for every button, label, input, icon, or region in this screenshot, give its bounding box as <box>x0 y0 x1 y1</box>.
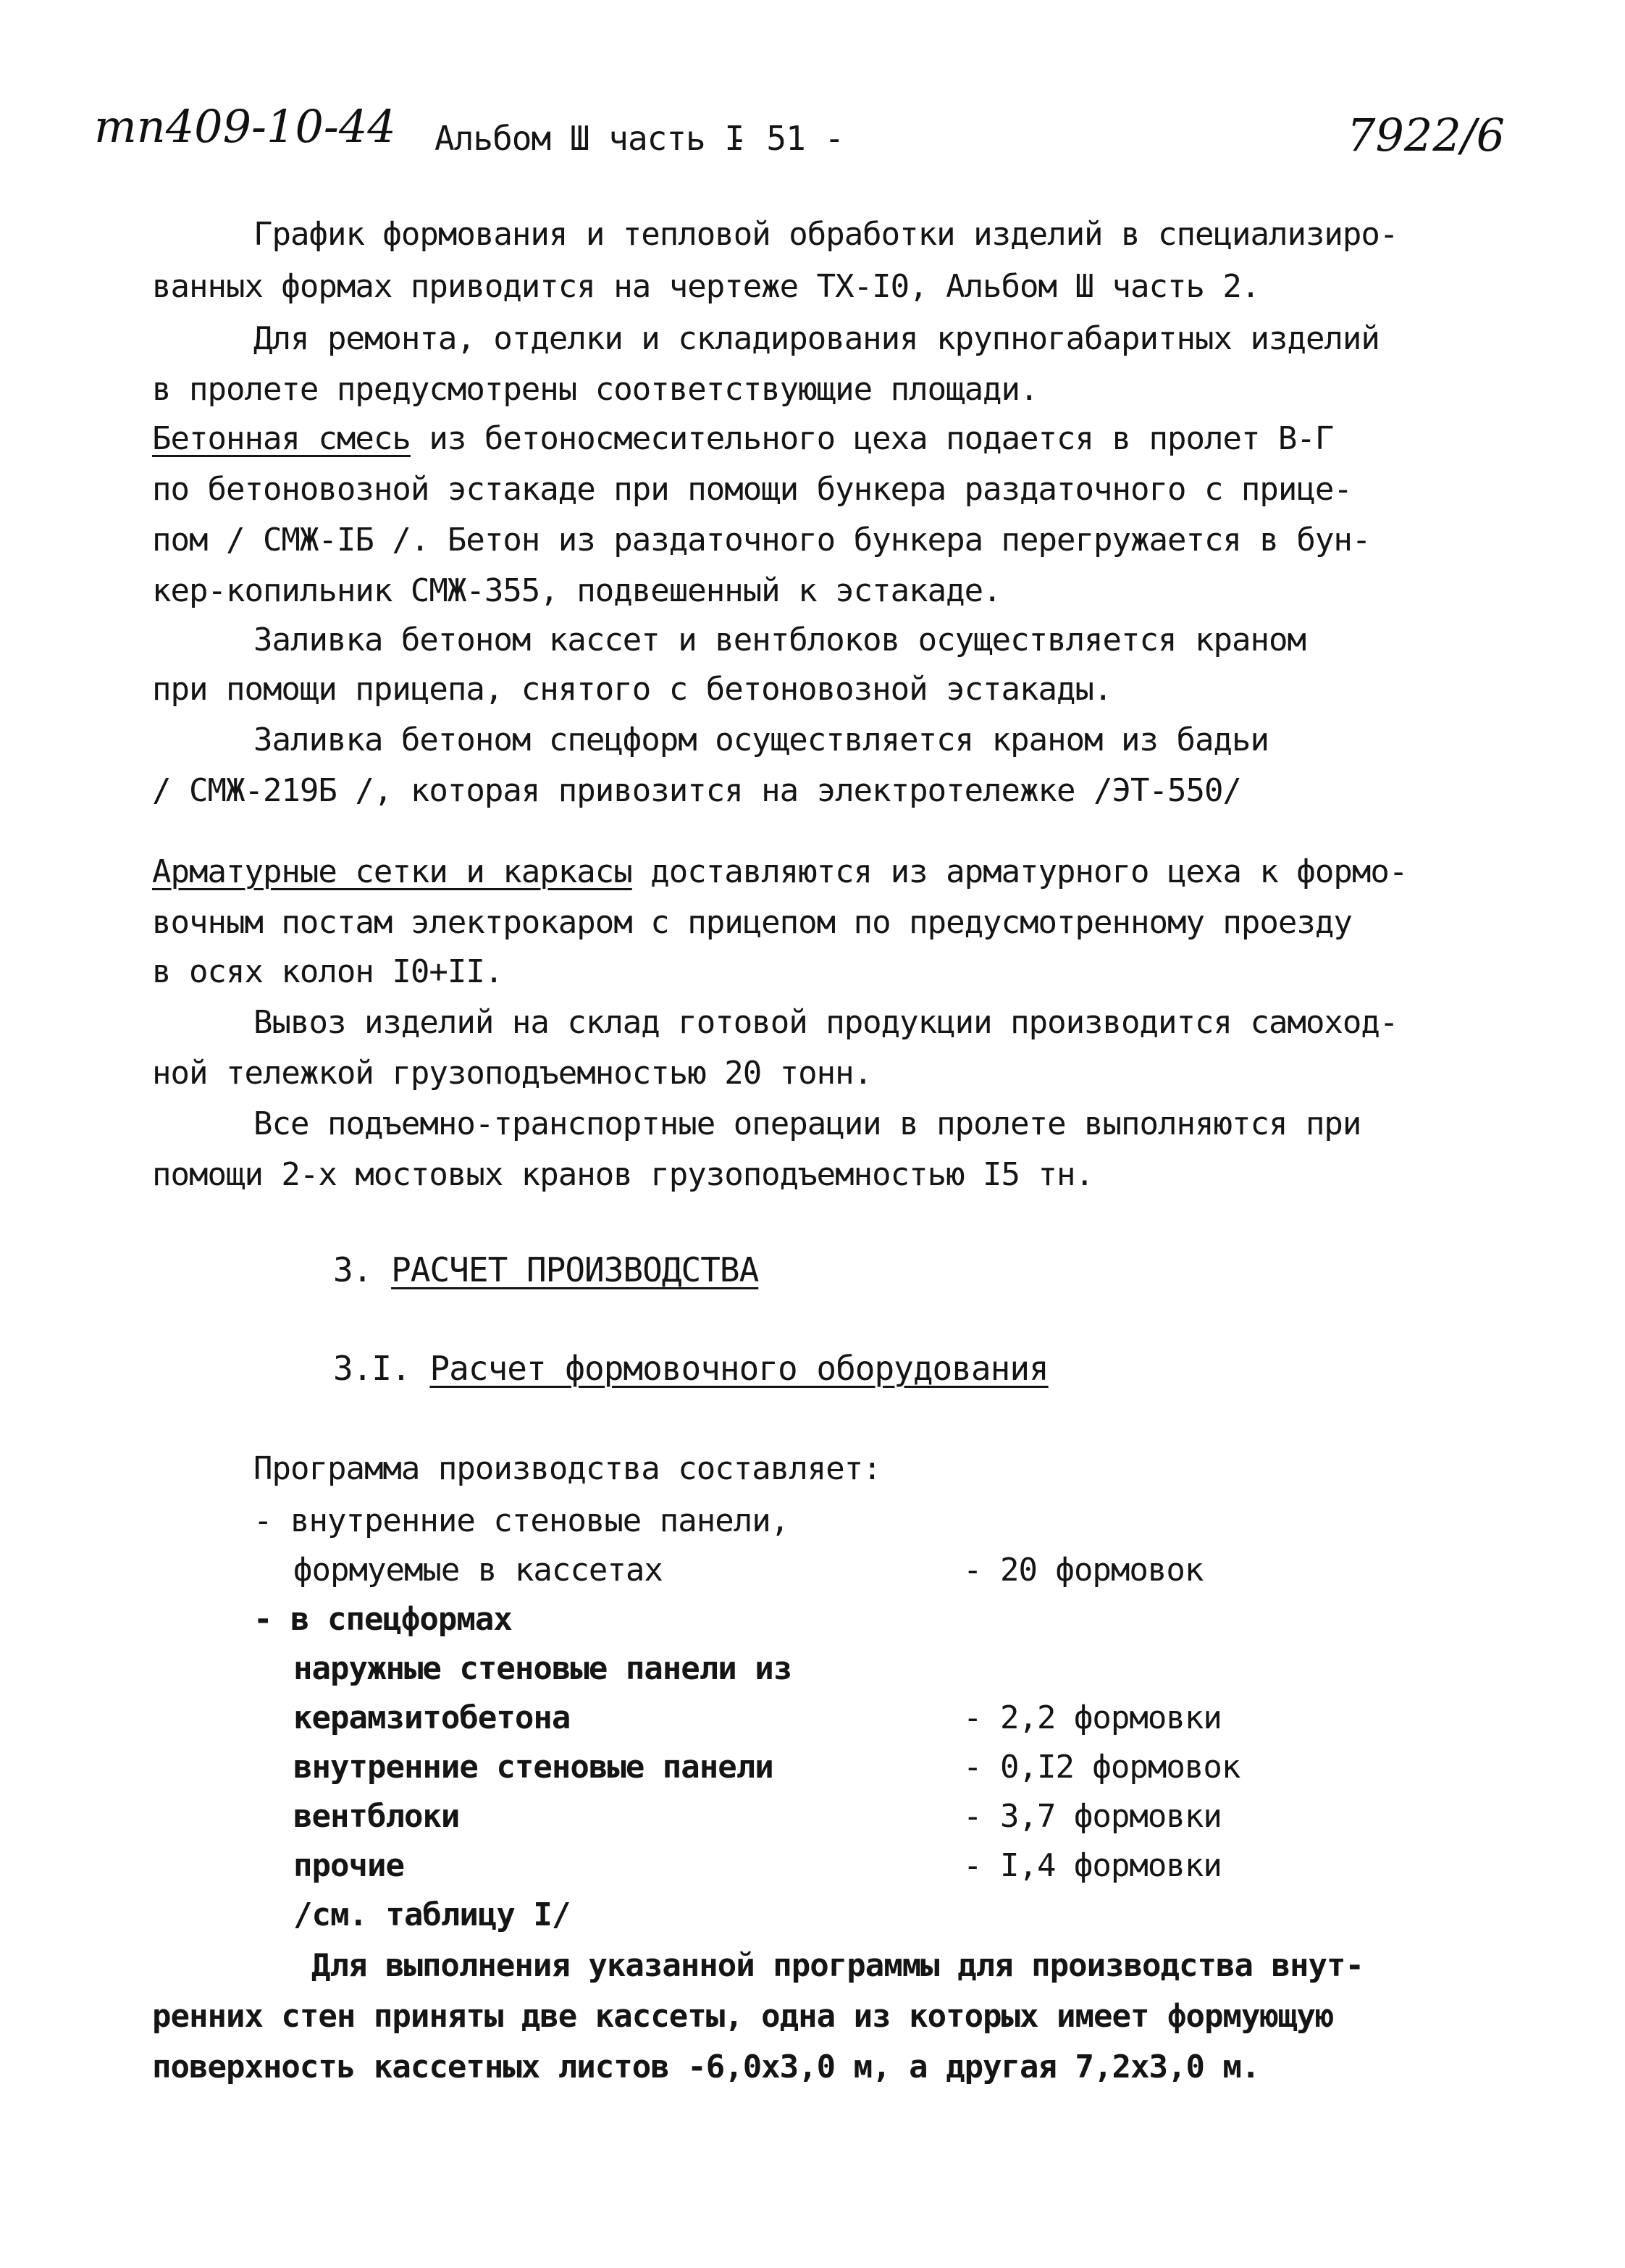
final-line: поверхность кассетных листов -6,0x3,0 м, а другая 7,2x3,0 м. <box>152 2049 1260 2085</box>
program-label: вентблоки <box>293 1798 460 1835</box>
doc-code: тп409-10-44 <box>94 100 396 153</box>
section-number: 3. <box>333 1250 372 1289</box>
body-line: в осях колон I0+II. <box>152 953 503 990</box>
body-line: График формования и тепловой обработки изделий в специализиро- <box>253 216 1398 253</box>
subsection-number: 3.I. <box>333 1349 411 1388</box>
program-label: внутренние стеновые панели <box>293 1749 773 1786</box>
body-line: Для ремонта, отделки и складирования крупногабаритных изделий <box>253 320 1380 357</box>
program-value: - 3,7 формовки <box>963 1798 1222 1835</box>
album-reference: Альбом Ш часть I <box>434 119 744 158</box>
body-line: Заливка бетоном кассет и вентблоков осуществляется краном <box>253 622 1306 658</box>
body-line: Все подъемно-транспортные операции в пролете выполняются при <box>253 1105 1361 1142</box>
body-line: / СМЖ-219Б /, которая привозится на электротележке /ЭТ-550/ <box>152 772 1241 809</box>
program-intro: Программа производства составляет: <box>253 1450 881 1487</box>
underlined-term: Бетонная смесь <box>152 420 411 457</box>
body-line: помощи 2-х мостовых кранов грузоподъемностью I5 тн. <box>152 1156 1094 1193</box>
final-line: ренних стен приняты две кассеты, одна из которых имеет формующую <box>152 1998 1334 2035</box>
program-label: /см. таблицу I/ <box>293 1896 571 1933</box>
body-line: пом / СМЖ-IБ /. Бетон из раздаточного бункера перегружается в бун- <box>152 522 1371 558</box>
body-line: вочным постам электрокаром с прицепом по предусмотренному проезду <box>152 904 1352 941</box>
body-line: кер-копильник СМЖ-355, подвешенный к эстакаде. <box>152 572 1002 609</box>
underlined-term: Арматурные сетки и каркасы <box>152 853 632 890</box>
program-value: - 2,2 формовки <box>963 1699 1222 1736</box>
section-title: РАСЧЕТ ПРОИЗВОДСТВА <box>391 1250 759 1289</box>
subsection-title: Расчет формовочного оборудования <box>429 1349 1049 1388</box>
body-line: ванных формах приводится на чертеже ТХ-I0, Альбом Ш часть 2. <box>152 268 1260 305</box>
program-value: - 0,I2 формовок <box>963 1749 1240 1786</box>
body-line: при помощи прицепа, снятого с бетоновозной эстакады. <box>152 671 1112 708</box>
program-label: керамзитобетона <box>293 1699 571 1736</box>
body-line: Заливка бетоном спецформ осуществляется краном из бадьи <box>253 721 1269 758</box>
program-label: формуемые в кассетах <box>293 1552 663 1589</box>
concrete-line <box>152 420 1334 457</box>
rebar-line <box>152 853 1408 890</box>
subsection-heading <box>333 1349 1049 1388</box>
body-line: Вывоз изделий на склад готовой продукции производится самоход- <box>253 1004 1398 1041</box>
section-heading <box>333 1250 759 1289</box>
final-line: Для выполнения указанной программы для производства внут- <box>311 1947 1364 1984</box>
body-line-rest: доставляются из арматурного цеха к формо- <box>650 853 1408 890</box>
body-line: по бетоновозной эстакаде при помощи бункера раздаточного с прице- <box>152 471 1352 508</box>
program-value: - 20 формовок <box>963 1552 1204 1589</box>
program-label: прочие <box>293 1847 404 1884</box>
page-number: - 51 - <box>728 119 844 158</box>
sheet-number: 7922/6 <box>1347 109 1506 162</box>
body-line-rest: из бетоносмесительного цеха подается в пролет В-Г <box>429 420 1334 457</box>
program-label: - внутренние стеновые панели, <box>253 1502 789 1539</box>
program-label: наружные стеновые панели из <box>293 1650 792 1687</box>
program-label: - в спецформах <box>253 1601 512 1638</box>
body-line: в пролете предусмотрены соответствующие площади. <box>152 371 1038 408</box>
program-value: - I,4 формовки <box>963 1847 1222 1884</box>
body-line: ной тележкой грузоподъемностью 20 тонн. <box>152 1055 873 1092</box>
